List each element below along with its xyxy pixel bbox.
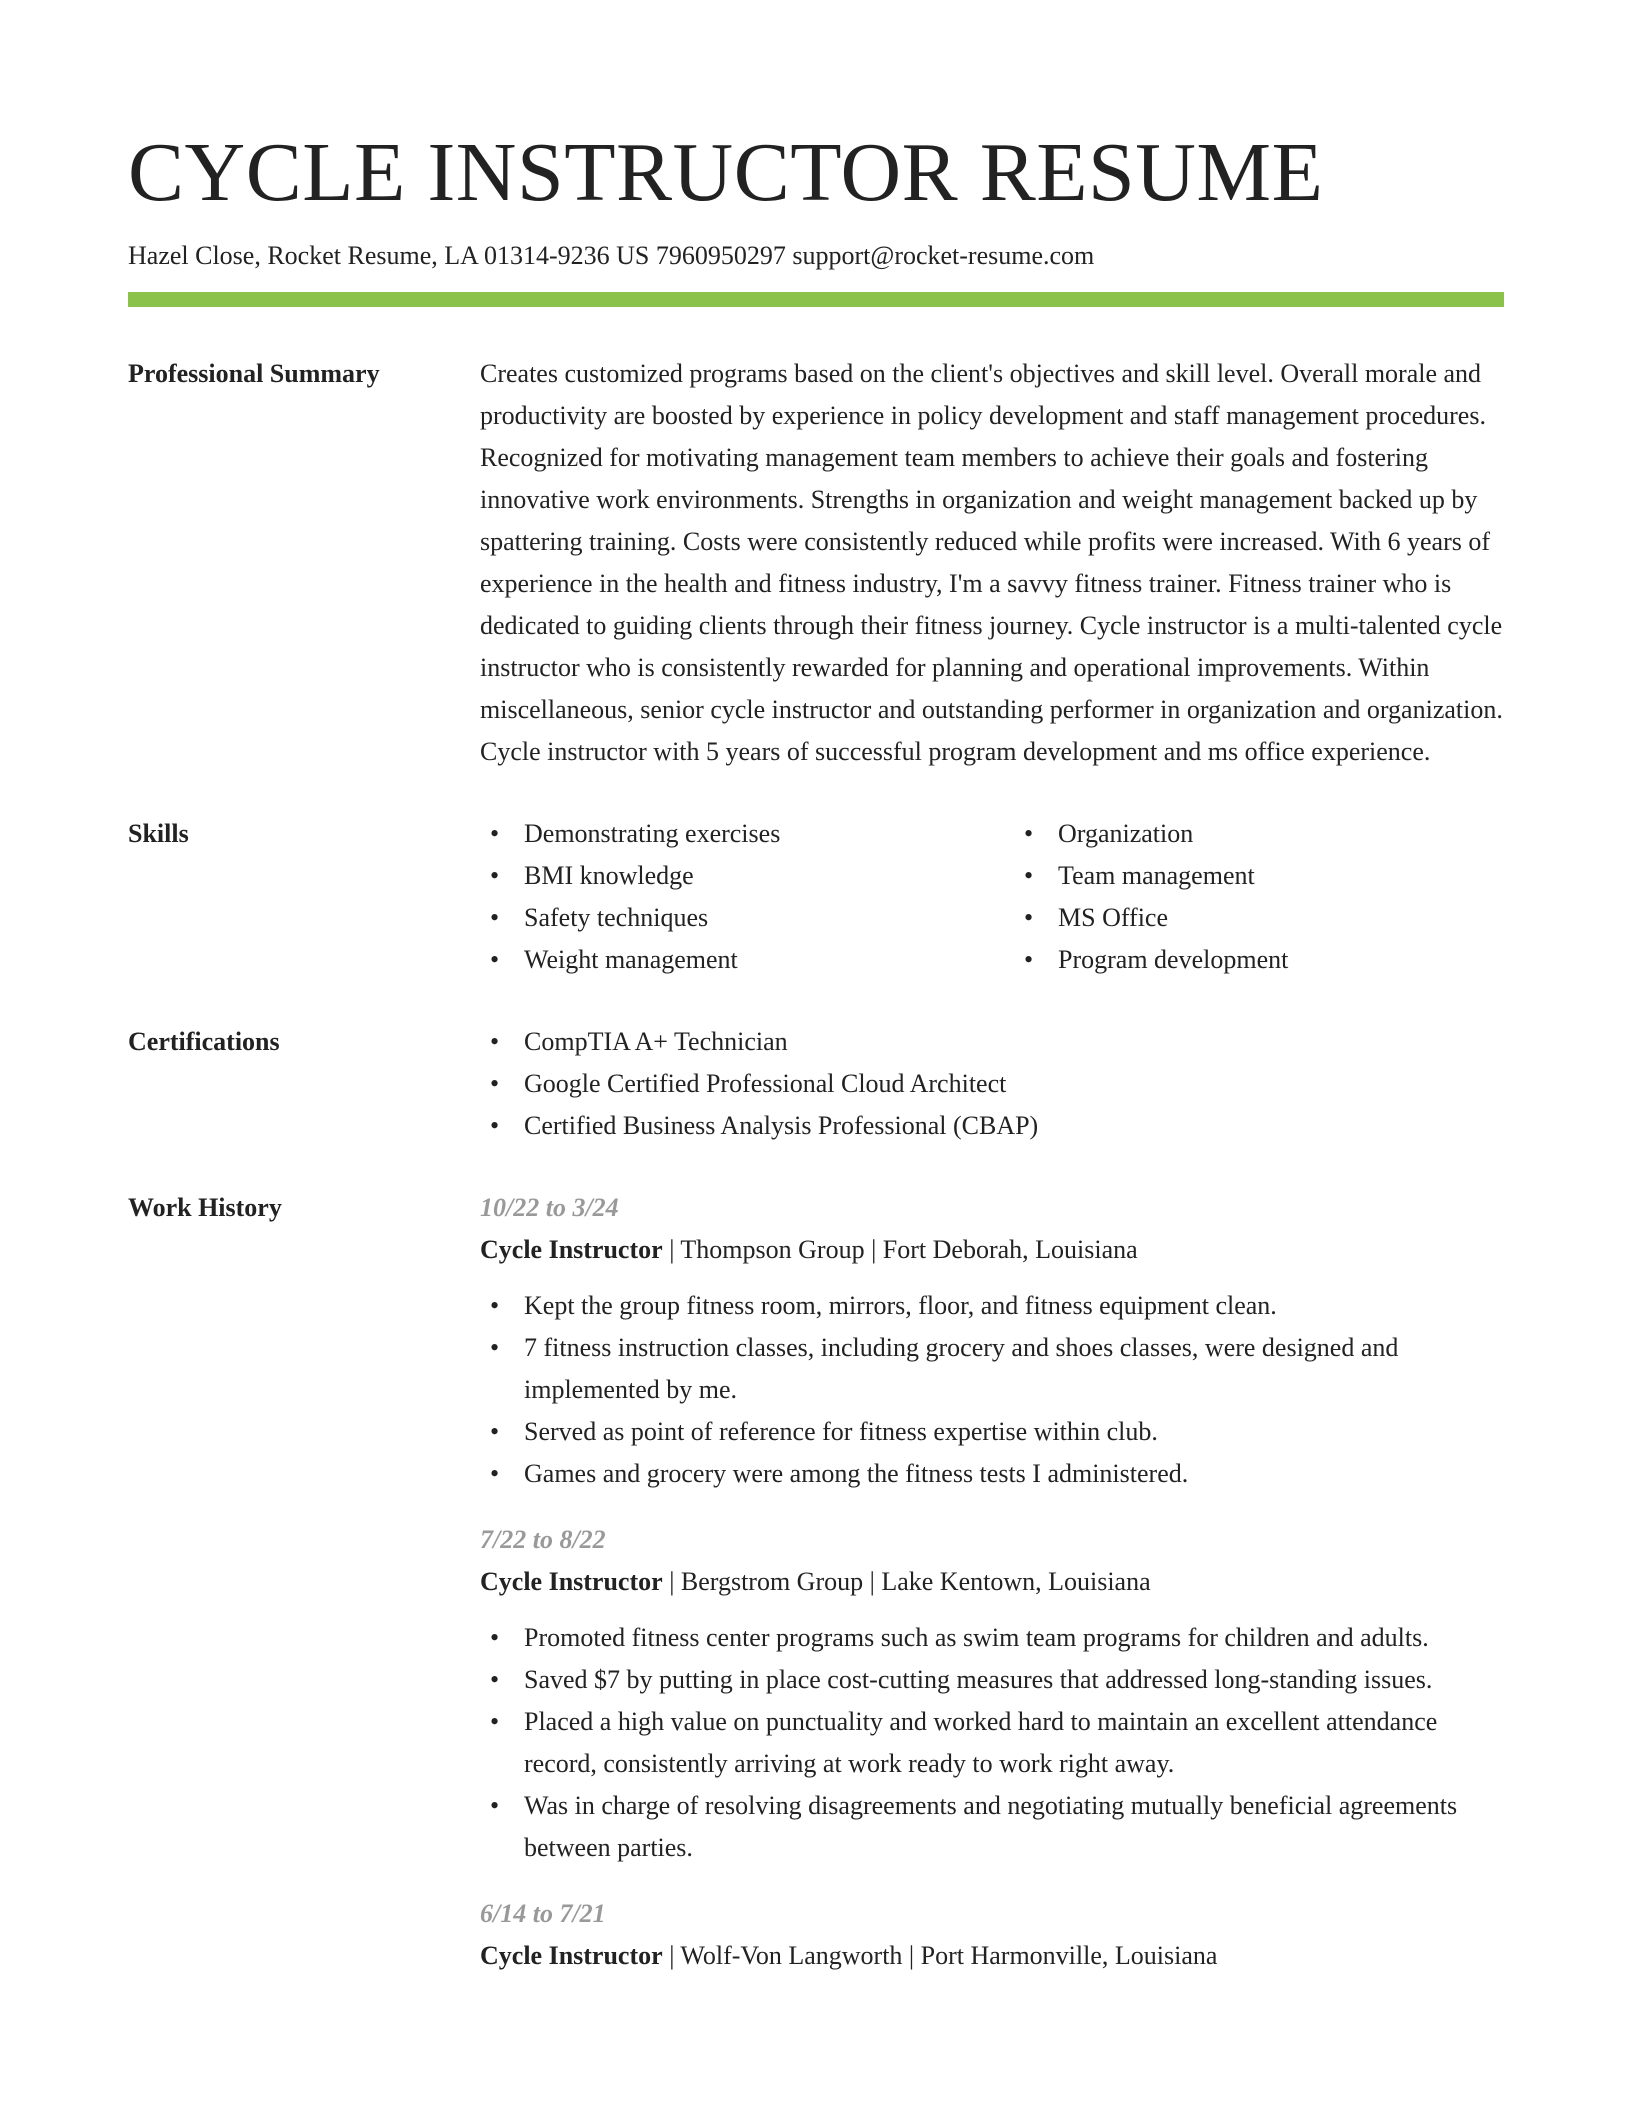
resume-title: CYCLE INSTRUCTOR RESUME [128, 126, 1324, 219]
job-bullets [480, 1617, 1504, 1869]
job-employer-location: | Wolf-Von Langworth | Port Harmonville, Louisiana [662, 1941, 1218, 1970]
header-divider [128, 292, 1504, 307]
skill-item: • Demonstrating exercises [524, 813, 970, 855]
contact-line: Hazel Close, Rocket Resume, LA 01314-9236 US 7960950297 support@rocket-resume.com [128, 241, 1095, 270]
skill-item: • Program development [1058, 939, 1504, 981]
job-entry [480, 1187, 1504, 1495]
certification-item: • CompTIA A+ Technician [524, 1021, 1504, 1063]
job-bullet: • 7 fitness instruction classes, including grocery and shoes classes, were designed and implemented by me. [524, 1327, 1504, 1411]
skills-section [128, 819, 1504, 981]
skill-item: • BMI knowledge [524, 855, 970, 897]
job-entry [480, 1519, 1504, 1869]
job-bullet: • Saved $7 by putting in place cost-cutting measures that addressed long-standing issues. [524, 1659, 1504, 1701]
skill-item: • MS Office [1058, 897, 1504, 939]
summary-label: Professional Summary [128, 359, 380, 388]
job-dates: 6/14 to 7/21 [480, 1899, 606, 1928]
job-heading [480, 1229, 1504, 1271]
job-bullet: • Placed a high value on punctuality and worked hard to maintain an excellent attendance record, consistently arriving at work ready to work right away. [524, 1701, 1504, 1785]
job-bullet: • Was in charge of resolving disagreements and negotiating mutually beneficial agreements between parties. [524, 1785, 1504, 1869]
skill-item: • Team management [1058, 855, 1504, 897]
resume-page [128, 118, 1504, 2007]
work-history-section [128, 1193, 1504, 2007]
job-bullets [480, 1285, 1504, 1495]
summary-section [128, 359, 1504, 773]
skill-item: • Weight management [524, 939, 970, 981]
work-history-label: Work History [128, 1193, 282, 1222]
job-title: Cycle Instructor [480, 1567, 663, 1596]
skills-label: Skills [128, 819, 189, 848]
job-dates: 10/22 to 3/24 [480, 1193, 619, 1222]
certification-item: • Google Certified Professional Cloud Architect [524, 1063, 1504, 1105]
job-heading [480, 1561, 1504, 1603]
certification-item: • Certified Business Analysis Professional (CBAP) [524, 1105, 1504, 1147]
job-title: Cycle Instructor [480, 1941, 663, 1970]
job-employer-location: | Thompson Group | Fort Deborah, Louisiana [662, 1235, 1138, 1264]
skills-list-col1 [480, 813, 970, 981]
skill-item: • Organization [1058, 813, 1504, 855]
job-bullet: • Games and grocery were among the fitness tests I administered. [524, 1453, 1504, 1495]
job-bullet: • Promoted fitness center programs such as swim team programs for children and adults. [524, 1617, 1504, 1659]
skills-list-col2 [1014, 813, 1504, 981]
summary-text: Creates customized programs based on the client's objectives and skill level. Overall morale and productivity are boosted by experience in policy development and staff management procedures. Recognized for motivating management team members to achieve their goals and fostering innovative work environments. Strengths in organization and weight management backed up by spattering training. Costs were consistently reduced while profits were increased. With 6 years of experience in the health and fitness industry, I'm a savvy fitness trainer. Fitness trainer who is dedicated to guiding clients through their fitness journey. Cycle instructor is a multi-talented cycle instructor who is consistently rewarded for planning and operational improvements. Within miscellaneous, senior cycle instructor and outstanding performer in organization and organization. Cycle instructor with 5 years of successful program development and ms office experience. [480, 359, 1503, 766]
certifications-label: Certifications [128, 1027, 280, 1056]
job-employer-location: | Bergstrom Group | Lake Kentown, Louisiana [662, 1567, 1151, 1596]
skill-item: • Safety techniques [524, 897, 970, 939]
job-dates: 7/22 to 8/22 [480, 1525, 606, 1554]
certifications-list [480, 1021, 1504, 1147]
certifications-section [128, 1027, 1504, 1147]
job-entry [480, 1893, 1504, 1977]
job-bullet: • Kept the group fitness room, mirrors, floor, and fitness equipment clean. [524, 1285, 1504, 1327]
job-heading [480, 1935, 1504, 1977]
job-bullet: • Served as point of reference for fitness expertise within club. [524, 1411, 1504, 1453]
job-title: Cycle Instructor [480, 1235, 663, 1264]
